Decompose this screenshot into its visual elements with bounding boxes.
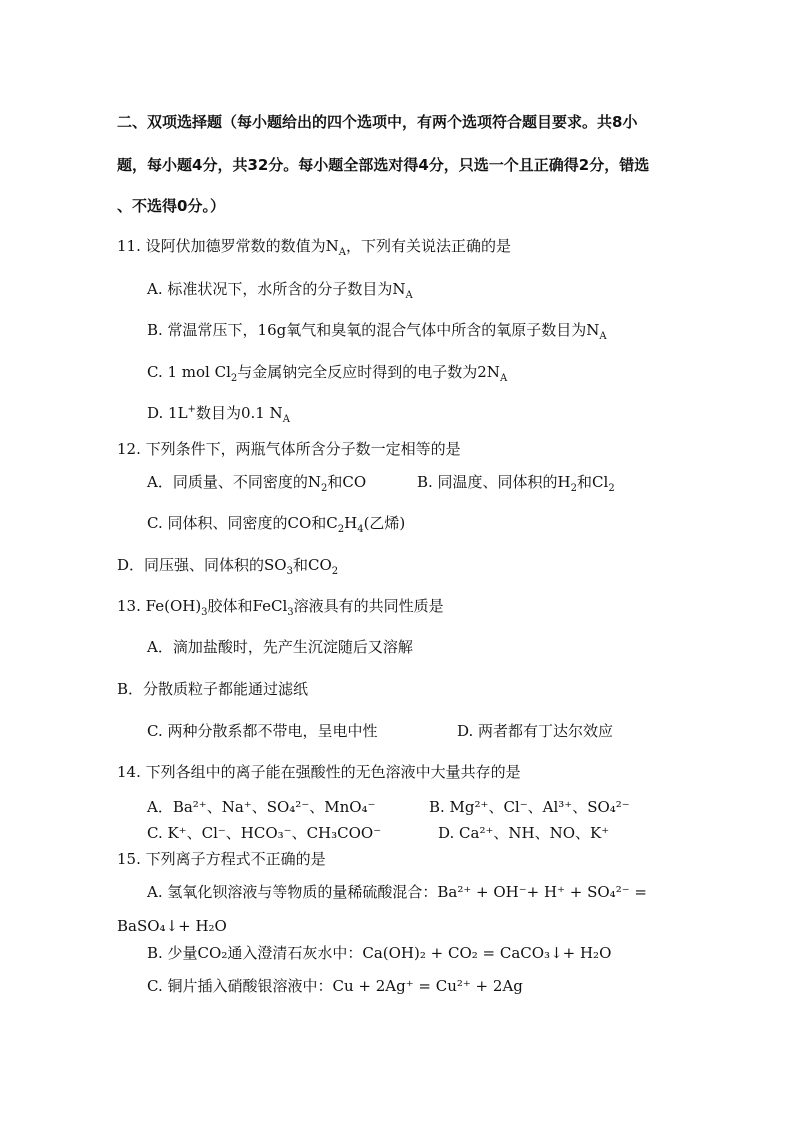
question-12-option-d: D．同压强、同体积的$SO_3$和$CO_2$ [117, 556, 339, 577]
question-13-option-a: A．滴加盐酸时，先产生沉淀随后又溶解 [147, 638, 413, 656]
question-12-option-a: A．同质量、不同密度的$N_2$和CO [147, 473, 367, 494]
question-15-option-a-continued: BaSO₄↓+ H₂O [117, 917, 227, 935]
section-title-line-1: 二、双项选择题（每小题给出的四个选项中，有两个选项符合题目要求。共8小 [117, 113, 638, 131]
question-13-option-d: D. 两者都有丁达尔效应 [457, 722, 614, 740]
question-15-option-b: B. 少量CO₂通入澄清石灰水中：Ca(OH)₂ + CO₂ = CaCO₃↓+ H₂O [147, 944, 612, 962]
question-15-stem: 15. 下列离子方程式不正确的是 [117, 850, 326, 868]
question-14-stem: 14. 下列各组中的离子能在强酸性的无色溶液中大量共存的是 [117, 763, 521, 781]
question-14-option-c: C. K⁺、Cl⁻、HCO₃⁻、CH₃COO⁻ [147, 824, 382, 842]
question-12-stem: 12. 下列条件下，两瓶气体所含分子数一定相等的是 [117, 440, 461, 458]
question-13-option-c: C. 两种分散系都不带电，呈电中性 [147, 722, 378, 740]
question-15-option-a: A. 氢氧化钡溶液与等物质的量稀硫酸混合：Ba²⁺ + OH⁻+ H⁺ + SO₄²⁻ = [147, 883, 647, 901]
question-13-stem: 13. $Fe(OH)_3$胶体和FeCl$_3$溶液具有的共同性质是 [117, 597, 444, 618]
section-title-line-3: 、不选得0分。） [117, 197, 225, 215]
section-title-line-2: 题，每小题4分，共32分。每小题全部选对得4分，只选一个且正确得2分，错选 [117, 156, 650, 174]
question-11-option-b: B. 常温常压下，16g氧气和臭氧的混合气体中所含的氧原子数目为$N_A$ [147, 321, 607, 342]
question-11-option-d: D. 1L+数目为0.1 $N_A$ [147, 404, 290, 425]
question-11-stem: 11. 设阿伏加德罗常数的数值为$N_A$，下列有关说法正确的是 [117, 237, 511, 258]
question-11-option-c: C. 1 mol $Cl_2$与金属钠完全反应时得到的电子数为$2N_A$ [147, 363, 508, 384]
question-12-option-c: C. 同体积、同密度的CO和$C_2H_4$(乙烯) [147, 514, 406, 535]
question-13-option-b: B．分散质粒子都能通过滤纸 [117, 680, 309, 698]
question-14-option-d: D. Ca²⁺、NH、NO、K⁺ [438, 824, 610, 842]
question-11-option-a: A. 标准状况下，水所含的分子数目为$N_A$ [147, 280, 413, 301]
question-15-option-c: C. 铜片插入硝酸银溶液中：Cu + 2Ag⁺ = Cu²⁺ + 2Ag [147, 977, 523, 995]
question-14-option-a: A．Ba²⁺、Na⁺、SO₄²⁻、MnO₄⁻ [147, 798, 376, 816]
question-12-option-b: B. 同温度、同体积的$H_2$和$Cl_2$ [417, 473, 615, 494]
question-14-option-b: B. Mg²⁺、Cl⁻、Al³⁺、SO₄²⁻ [429, 798, 630, 816]
